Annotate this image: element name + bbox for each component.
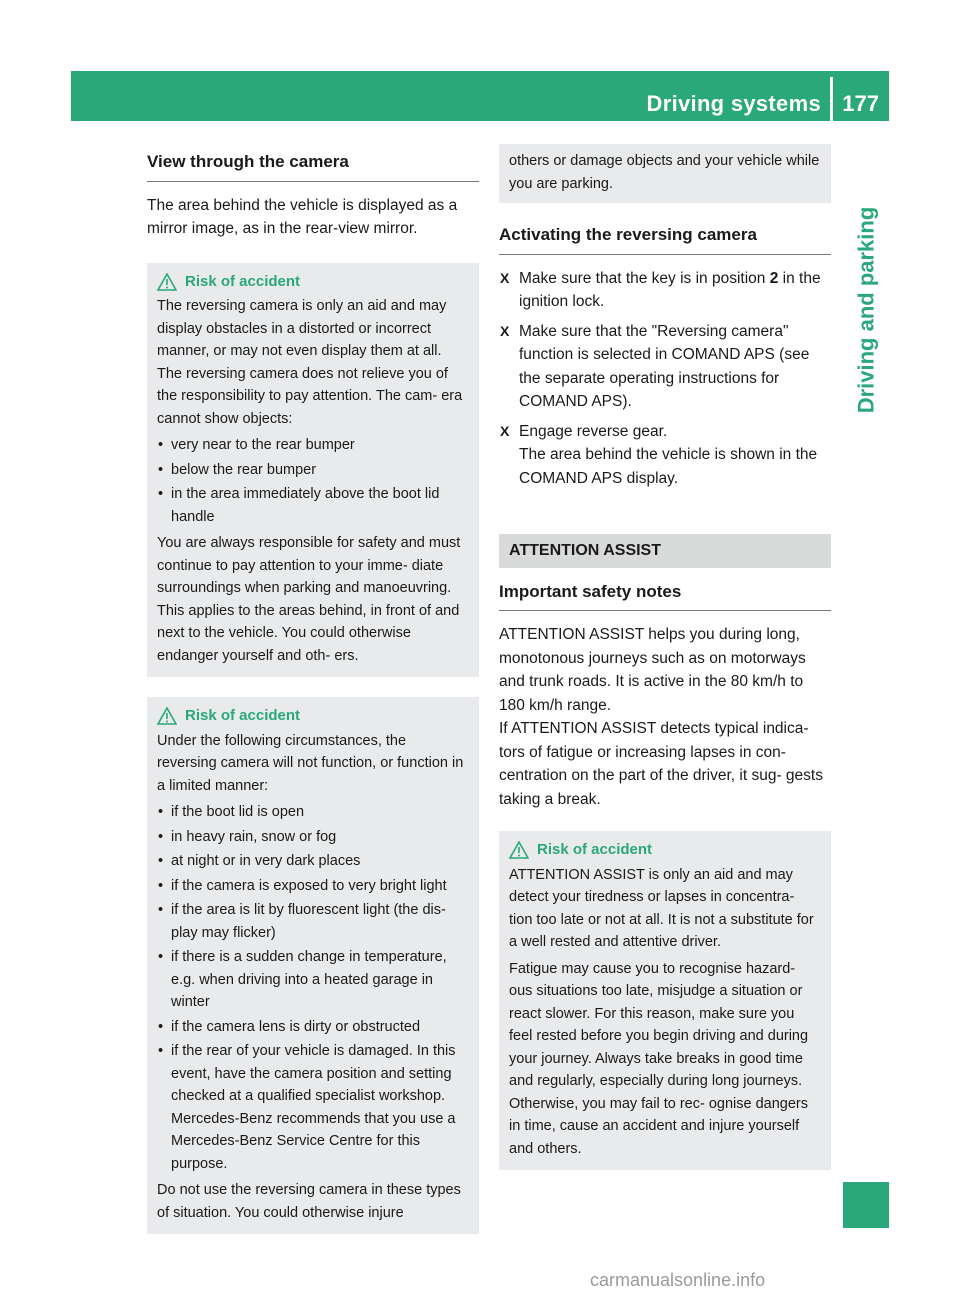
warning-text: ATTENTION ASSIST is only an aid and may detect your tiredness or lapses in concentra- tion too late or not at all. It is not a substitute for a well rested and attentive driver. xyxy=(509,866,814,950)
list-item: • at night or in very dark places xyxy=(157,850,469,873)
section-title: Important safety notes xyxy=(499,580,831,612)
list-item: • in the area immediately above the boot lid handle xyxy=(157,483,469,528)
step-text: Engage reverse gear. xyxy=(519,422,668,440)
right-column xyxy=(499,144,831,1170)
step-item xyxy=(499,420,831,491)
step-list xyxy=(499,267,831,491)
header-title: Driving systems xyxy=(646,91,821,116)
warning-title: Risk of accident xyxy=(537,841,653,858)
section-title: View through the camera xyxy=(147,150,479,182)
body-text: If ATTENTION ASSIST detects typical indica- tors of fatigue or increasing lapses in con- centration on the part of the driver, it sug- gests taking a break. xyxy=(499,720,823,808)
side-tab xyxy=(843,180,889,440)
list-item: • below the rear bumper xyxy=(157,459,469,482)
list-item: • if the camera is exposed to very bright light xyxy=(157,875,469,898)
warning-heading xyxy=(509,839,821,862)
list-item: • if the camera lens is dirty or obstructed xyxy=(157,1016,469,1039)
step-bold: 2 xyxy=(769,269,779,287)
warning-box xyxy=(147,697,479,1234)
warning-triangle-icon xyxy=(509,841,529,859)
intro-text: The area behind the vehicle is displayed as a mirror image, as in the rear-view mirror. xyxy=(147,196,458,237)
step-text: Make sure that the key is in position xyxy=(519,269,770,287)
warning-box xyxy=(499,831,831,1170)
list-item: • if the boot lid is open xyxy=(157,801,469,824)
warning-continued: others or damage objects and your vehicle while you are parking. xyxy=(499,144,831,203)
warning-heading xyxy=(157,705,469,728)
warning-triangle-icon xyxy=(157,707,177,725)
list-item: • in heavy rain, snow or fog xyxy=(157,826,469,849)
side-tab-square xyxy=(843,1182,889,1228)
warning-text: Fatigue may cause you to recognise hazard- ous situations too late, misjudge a situation or react slower. For this reason, make sure you feel rested before you begin driving and during your journey. Always take breaks in good time and regularly, especially during long journeys. Otherwise, you may fail to rec- ognise dangers in time, cause an accident and injure yourself and others. xyxy=(509,960,809,1157)
warning-title: Risk of accident xyxy=(185,707,301,724)
step-text: Make sure that the "Reversing camera" function is selected in COMAND APS (see the separate operating instructions for COMAND APS). xyxy=(519,322,810,410)
page-number: 177 xyxy=(842,91,879,116)
warning-text: You are always responsible for safety and must continue to pay attention to your imme- diate surroundings when parking and manoeuvring. This applies to the areas behind, in front of and next to the vehicle. You could otherwise endanger yourself and oth- ers. xyxy=(157,535,461,664)
warning-text: Do not use the reversing camera in these types of situation. You could otherwise injure xyxy=(157,1182,461,1221)
step-text: in the ignition lock. xyxy=(519,269,821,310)
chapter-band: ATTENTION ASSIST xyxy=(499,534,831,568)
header-divider xyxy=(830,77,833,121)
step-result: The area behind the vehicle is shown in the COMAND APS display. xyxy=(519,446,818,487)
section-title: Activating the reversing camera xyxy=(499,223,831,255)
step-item xyxy=(499,320,831,414)
warning-text: The reversing camera is only an aid and may display obstacles in a distorted or incorrect manner, or may not even display them at all. The reversing camera does not relieve you of the responsibility to pay attention. The cam- era cannot show objects: xyxy=(157,298,463,427)
warning-title: Risk of accident xyxy=(185,272,301,290)
list-item: • if the rear of your vehicle is damaged. In this event, have the camera position and setting checked at a qualified specialist workshop. Mercedes-Benz recommends that you use a Mercedes-Benz Service Centre for this purpose. xyxy=(157,1040,469,1175)
left-column xyxy=(147,150,479,1234)
body-text: ATTENTION ASSIST helps you during long, monotonous journeys such as on motorways and trunk roads. It is active in the 80 km/h to 180 km/h range. xyxy=(499,626,806,714)
warning-list xyxy=(157,801,469,1175)
warning-box xyxy=(147,263,479,678)
warning-list xyxy=(157,434,469,528)
list-item: • if the area is lit by fluorescent light (the dis- play may flicker) xyxy=(157,899,469,944)
header-bar xyxy=(71,71,889,121)
step-item xyxy=(499,267,831,314)
list-item: • very near to the rear bumper xyxy=(157,434,469,457)
side-tab-label: Driving and parking xyxy=(853,206,878,414)
warning-heading xyxy=(157,271,469,294)
warning-text: Under the following circumstances, the reversing camera will not function, or function in a limited manner: xyxy=(157,732,464,794)
warning-triangle-icon xyxy=(157,273,177,291)
watermark: carmanualsonline.info xyxy=(590,1270,766,1290)
list-item: • if there is a sudden change in temperature, e.g. when driving into a heated garage in winter xyxy=(157,946,469,1014)
